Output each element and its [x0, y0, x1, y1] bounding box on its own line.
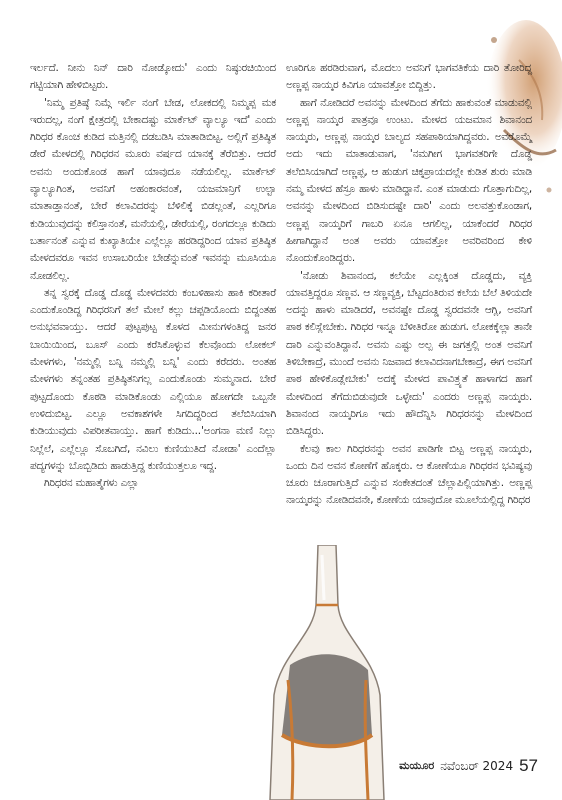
page-number: 57	[519, 756, 538, 775]
issue-date: ನವೆಂಬರ್ 2024	[440, 758, 514, 773]
paragraph: ಇರ್ಲದೆ. ನೀನು ನಿನ್ ದಾರಿ ನೋಡ್ಕೋದು' ಎಂದು ನಿಷ್ಠುರಚಿಯಿಂದ ಗಟ್ಟಿಯಾಗಿ ಹೇಳಿಬಿಟ್ಟರು.	[30, 62, 276, 92]
paragraph: ಹಾಗೆ ನೋಡಿದರೆ ಅವನನ್ನು ಮೇಳದಿಂದ ತೆಗೆದು ಹಾಕುವಂತೆ ಮಾಡುವಲ್ಲಿ ಅಣ್ಣಪ್ಪ ನಾಯ್ಕರ ಪಾತ್ರವೂ ಉಂಟು. ಮೇಳದ ಯಜಮಾನ ಶಿವಾನಂದ ನಾಯ್ಕರು, ಅಣ್ಣಪ್ಪ ನಾಯ್ಕರ ಬಾಲ್ಯದ ಸಹಪಾಠಿಯಾಗಿದ್ದವರು. ಅವರೊಮ್ಮೆ ಅದು ಇದು ಮಾತಾಡುವಾಗ, 'ನಮಗೀಗ ಭಾಗವತರಿಗೇ ದೊಡ್ಡ ತಲೆಬಿಸಿಯಾಗಿದೆ ಅಣ್ಣಪ್ಪ, ಆ ಹುಡುಗ ಚಿಕ್ಕಪ್ರಾಯದಲ್ಲೇ ಕುಡಿತ ಶುರು ಮಾಡಿ ನಮ್ಮ ಮೇಳದ ಹೆಸ್ರೂ ಹಾಳು ಮಾಡಿದ್ದಾನೆ. ಎಂತ ಮಾಡುದು ಗೊತ್ತಾಗುದಿಲ್ಲ, ಅವನನ್ನು ಮೇಳದಿಂದ ಬಿಡಿಸುದಷ್ಟೇ ದಾರಿ' ಎಂದು ಅಲವತ್ತುಕೊಂಡಾಗ, ಅಣ್ಣಪ್ಪ ನಾಯ್ಕರಿಗೆ ಗಾಬರಿ ಏನೂ ಆಗಲಿಲ್ಲ, ಯಾಕೆಂದರೆ ಗಿರಿಧರ ಹೀಗಾಗಿದ್ದಾನೆ ಅಂತ ಅವರು ಯಾವತ್ತೋ ಅವರಿವರಿಂದ ಕೇಳಿ ನೊಂದುಕೊಂಡಿದ್ದರು.	[286, 96, 532, 265]
paragraph: 'ನೋಡು ಶಿವಾನಂದ, ಕಲೆಯೇ ಎಲ್ಲಕ್ಕಿಂತ ದೊಡ್ಡದು, ವ್ಯಕ್ತಿ ಯಾವತ್ತಿದ್ದರೂ ಸಣ್ಣವ. ಆ ಸಣ್ಣವ್ಯಕ್ತಿ, ಬೆಟ್ಟದಂತಿರುವ ಕಲೆಯ ಬೆಲೆ ತಿಳಿಯದೇ ಅದನ್ನು ಹಾಳು ಮಾಡಿದರೆ, ಅವನಷ್ಟೇ ದೊಡ್ಡ ಸ್ವರದವನೇ ಆಗ್ಲಿ, ಅವನಿಗೆ ಪಾಠ ಕಲಿಸ್ಲೇಬೇಕು. ಗಿರಿಧರ ಇನ್ನೂ ಬೆಳೀತಿರೋ ಹುಡುಗ. ಲೋಕಕ್ಕೆಲ್ಲಾ ತಾನೇ ದಾರಿ ಎನ್ನುವಂತಿದ್ದಾನೆ. ಅವನು ಎಷ್ಟು ಅಲ್ಪ ಈ ಜಗತ್ತಲ್ಲಿ ಅಂತ ಅವನಿಗೆ ತಿಳಿಬೇಕಾದ್ರೆ, ಮುಂದೆ ಅವನು ನಿಜವಾದ ಕಲಾವಿದನಾಗಬೇಕಾದ್ರೆ, ಈಗ ಅವನಿಗೆ ಪಾಠ ಹೇಳಿಕೊಡ್ಲೇಬೇಕು' ಅದಕ್ಕೆ ಮೇಳದ ಪಾವಿತ್ರ್ಯತೆ ಹಾಳಾಗದ ಹಾಗೆ ಮೇಳದಿಂದ ತೆಗೆದುಬಿಡುವುದೇ ಒಳ್ಳೇದು' ಎಂದರು ಅಣ್ಣಪ್ಪ ನಾಯ್ಕರು. ಶಿವಾನಂದ ನಾಯ್ಕರಿಗೂ ಇದು ಹೌದೆನ್ನಿಸಿ ಗಿರಿಧರನನ್ನು ಮೇಳದಿಂದ ಬಿಡಿಸಿದ್ದರು.	[286, 269, 532, 438]
page-footer	[399, 756, 538, 776]
magazine-logo: ಮಯೂರ	[399, 759, 435, 772]
article-column-left	[30, 60, 276, 492]
paragraph: ತನ್ನ ಸ್ವರಕ್ಕೆ ದೊಡ್ಡ ದೊಡ್ಡ ಮೇಳದವರು ಕಂಬಳಿಹಾಸು ಹಾಕಿ ಕರೀತಾರೆ ಎಂದುಕೊಂಡಿದ್ದ ಗಿರಿಧರನಿಗೆ ತಲೆ ಮೇಲೆ ಕಲ್ಲು ಚಪ್ಪಡಿಯೊಂದು ಬಿದ್ದಂತಹ ಅನುಭವವಾಯ್ತು. ಆದರೆ ಪುಟ್ಟಪುಟ್ಟ ಕೊಳದ ಮೀನುಗಳಂತಿದ್ದ ಜನರ ಬಾಯಿಯಿಂದ, ಬೂಸ್ ಎಂದು ಕರೆಸಿಕೊಳ್ಳುವ ಕೆಲವೊಂದು ಲೋಕಲ್ ಮೇಳಗಳು, 'ನಮ್ಮಲ್ಲಿ ಬನ್ನಿ ನಮ್ಮಲ್ಲಿ ಬನ್ನಿ' ಎಂದು ಕರೆದರು. ಅಂತಹ ಮೇಳಗಳು ತನ್ನಂತಹ ಪ್ರತಿಷ್ಠಿತನಿಗಲ್ಲ ಎಂದುಕೊಂಡು ಸುಮ್ಮನಾದ. ಬೇರೆ ಪುಟ್ಟದೊಂದು ಕೊಠಡಿ ಮಾಡಿಕೊಂಡು ಎಲ್ಲಿಯೂ ಹೋಗದೇ ಒಬ್ಬನೇ ಉಳಿದುಬಿಟ್ಟ. ಎಲ್ಲೂ ಅವಕಾಶಗಳೇ ಸಿಗದಿದ್ದರಿಂದ ತಲೆಬಿಸಿಯಾಗಿ ಕುಡಿಯುವುದು ವಿಪರೀತವಾಯ್ತು. ಹಾಗೆ ಕುಡಿದು...'ಅಂಗನಾ ಮಣಿ ನಿಲ್ಲು ನಿಲ್ಲೆಲೆ, ಎಲ್ಲೆಲ್ಲೂ ಸೊಬಗಿದೆ, ನವಿಲು ಕುಣಿಯುತಿದೆ ನೋಡಾ' ಎಂದೆಲ್ಲಾ ಪದ್ಯಗಳನ್ನು ಬೊಬ್ಬಿಡಿದು ಹಾಡುತ್ತಿದ್ದ ಕುಣಿಯುತ್ತಲೂ ಇದ್ದ.	[30, 286, 276, 472]
paragraph: ಗಿರಿಧರನ ಮಹಾತ್ಮೆಗಳು ಎಲ್ಲಾ	[44, 477, 139, 490]
paragraph: 'ನಿಮ್ಮ ಪ್ರತಿಷ್ಠೆ ನಿಮ್ಗೆ ಇರ್ಲಿ ನಂಗೆ ಬೇಡ, ಲೋಕದಲ್ಲಿ ನಿಮ್ಮಪ್ಪ ಮಕ ಇರುದಲ್ಲ, ನಂಗೆ ಕ್ಷೇತ್ರದಲ್ಲಿ ಬೇಕಾದಷ್ಟು ಮಾರ್ಕೆಟ್ ವ್ಯಾಲ್ಯೂ ಇದೆ' ಎಂದು ಗಿರಿಧರ ಕೊಂಚ ಕುಡಿದ ಮತ್ತಿನಲ್ಲಿ ದಡಬಡಿಸಿ ಮಾತಾಡಿಬಿಟ್ಟ. ಅಲ್ಲಿಗೆ ಪ್ರತಿಷ್ಠಿತ ಡೇರೆ ಮೇಳದಲ್ಲಿ ಗಿರಿಧರನ ಮೂರು ವರ್ಷದ ಯಾನಕ್ಕೆ ತೆರೆಬಿತ್ತು. ಆದರೆ ಅವನು ಅಂದುಕೊಂಡ ಹಾಗೆ ಯಾವುದೂ ನಡೆಯಲಿಲ್ಲ. ಮಾರ್ಕೆಟ್ ವ್ಯಾಲ್ಯೂಗಿಂತ, ಅವನಿಗೆ ಅಹಂಕಾರವಂತೆ, ಯಜಮಾನ್ರಿಗೆ ಉಲ್ಟಾ ಮಾತಾಡ್ತಾನಂತೆ, ಬೇರೆ ಕಲಾವಿದರನ್ನು ಬೆಳಿಲಿಕ್ಕೆ ಬಿಡಲ್ಲಂತೆ, ಎಲ್ಲರಿಗೂ ಕುಡಿಯುವುದನ್ನು ಕಲಿಸ್ತಾನಂತೆ, ಮನೆಯಲ್ಲಿ, ಡೇರೆಯಲ್ಲಿ, ರಂಗದಲ್ಲೂ ಕುಡಿದು ಬರ್ತಾನಂತೆ ಎನ್ನುವ ಕುಖ್ಯಾತಿಯೇ ಎಲ್ಲೆಲ್ಲೂ ಹರಡಿದ್ದರಿಂದ ಯಾವ ಪ್ರತಿಷ್ಠಿತ ಮೇಳದವರೂ ಇವನ ಉಸಾಬರಿಯೇ ಬೇಡೆನ್ನುವಂತೆ ಇವನನ್ನು ಮೂಸಿಯೂ ನೋಡಲಿಲ್ಲ.	[30, 96, 276, 282]
article-column-right	[286, 60, 532, 510]
paragraph: ಕೆಲವು ಕಾಲ ಗಿರಿಧರನನ್ನು ಅವನ ಪಾಡಿಗೇ ಬಿಟ್ಟ ಅಣ್ಣಪ್ಪ ನಾಯ್ಕರು, ಒಂದು ದಿನ ಅವನ ಕೋಣೆಗೆ ಹೊಕ್ಕರು. ಆ ಕೋಣೆಯೂ ಗಿರಿಧರನ ಭವಿಷ್ಯವು ಚೂರು ಚೂರಾಗುತ್ತಿದೆ ಎನ್ನುವ ಸಂಕೇತದಂತೆ ಚೆಲ್ಲಾಪಿಲ್ಲಿಯಾಗಿತ್ತು. ಅಣ್ಣಪ್ಪ ನಾಯ್ಕರನ್ನು ನೋಡಿದವನೇ, ಕೋಣೆಯ ಯಾವುದೋ ಮೂಲೆಯಲ್ಲಿದ್ದ ಗಿರಿಧರ	[286, 442, 532, 507]
paragraph: ಊರಿಗೂ ಹರಡಿರುವಾಗ, ಮೊದಲು ಅವನಿಗೆ ಭಾಗವತಿಕೆಯ ದಾರಿ ತೋರಿದ್ದ ಅಣ್ಣಪ್ಪ ನಾಯ್ಕರ ಕಿವಿಗೂ ಯಾವತ್ತೋ ಬಿದ್ದಿತ್ತು.	[286, 62, 532, 92]
bottle-illustration	[252, 545, 402, 800]
